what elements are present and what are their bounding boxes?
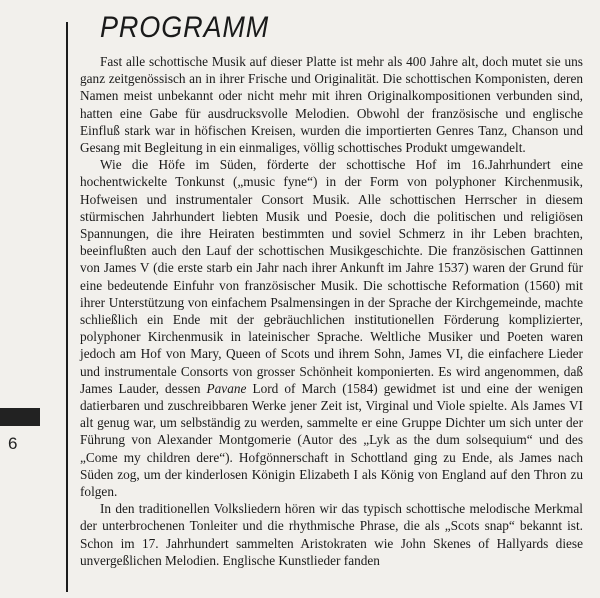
paragraph-1: Fast alle schottische Musik auf dieser Platte ist mehr als 400 Jahre alt, doch mutet sie uns ganz zeitgenössisch an in ihrer Frische und Originalität. Die schottischen Komponisten, deren Namen meist unbekannt oder nicht mehr mit ihren Originalkompositionen verbunden sind, hatten eine Gabe für ausdrucksvolle Melodien. Obwohl der französische und englische Einfluß stark war in höfischen Kreisen, wurden die importierten Genres Tanz, Chanson und Gesang mit Begleitung in ein einmaliges, völlig schottisches Produkt umgewandelt. (80, 54, 583, 156)
paragraph-2-continuation: Lord of March (1584) gewidmet ist und eine der wenigen datierbaren und zuschreibbaren Werke jener Zeit ist, Virginal und Viole spielte. Als James VI alt genug war, um selbständig zu werden, sammelte er eine Gruppe Dichter um sich unter der Führung von Alexander Montgomerie (Autor des „Lyk as the dum solsequium“ und des „Come my children dere“). Hofgönnerschaft in Schottland ging zu Ende, als James nach Süden zog, um der kinderlosen Königin Elizabeth I als König von England auf den Thron zu folgen. (80, 380, 584, 500)
page-number: 6 (8, 434, 18, 453)
page-tab-marker (0, 408, 40, 426)
paragraph-2-text: Wie die Höfe im Süden, förderte der schottische Hof im 16.Jahrhundert eine hochentwickelte Tonkunst („music fyne“) in der Form von polyphoner Kirchenmusik, Hofweisen und instrumentaler Consort Musik. Alle schottischen Herrscher in diesem stürmischen Jahrhundert liebten Musik und Poesie, doch die politischen und religiösen Spannungen, die ihre Heiraten bestimmten und soviel Schmerz in ihr Leben brachten, beeinflußten auch den Lauf der schottischen Musikgeschichte. Die französischen Gattinnen von James V (die erste starb ein Jahr nach ihrer Ankunft im Jahre 1537) waren der Grund für eine bedeutende Einfuhr von französischer Musik. Die schottische Reformation (1560) mit ihrer Unterstützung von einfachem Psalmensingen in der Sprache der Kirchgemeinde, machte schließlich ein Ende mit der gebräuchlichen institutionellen Förderung komplizierter, polyphoner Kirchenmusik in lateinischer Sprache. Weltliche Musiker und Poeten waren jedoch am Hof von Mary, Queen of Scots und ihrem Sohn, James VI, die einfachere Lieder und instrumentale Consorts von grosser Schönheit komponierten. Es wird angenommen, daß James Lauder, dessen (80, 157, 583, 396)
paragraph-2 (80, 156, 583, 500)
page-title: PROGRAMM (100, 11, 270, 44)
pavane-term: Pavane (206, 380, 247, 396)
body-text (80, 53, 583, 569)
paragraph-3: In den traditionellen Volksliedern hören wir das typisch schottische melodische Merkmal der unterbrochenen Tonleiter und die rhythmische Phrase, die als „Scots snap“ bekannt ist. Schon im 17. Jahrhundert sammelten Aristokraten wie John Skenes of Hallyards diese unvergeßlichen Melodien. Englische Kunstlieder fanden (80, 501, 583, 568)
margin-rule (66, 22, 68, 592)
